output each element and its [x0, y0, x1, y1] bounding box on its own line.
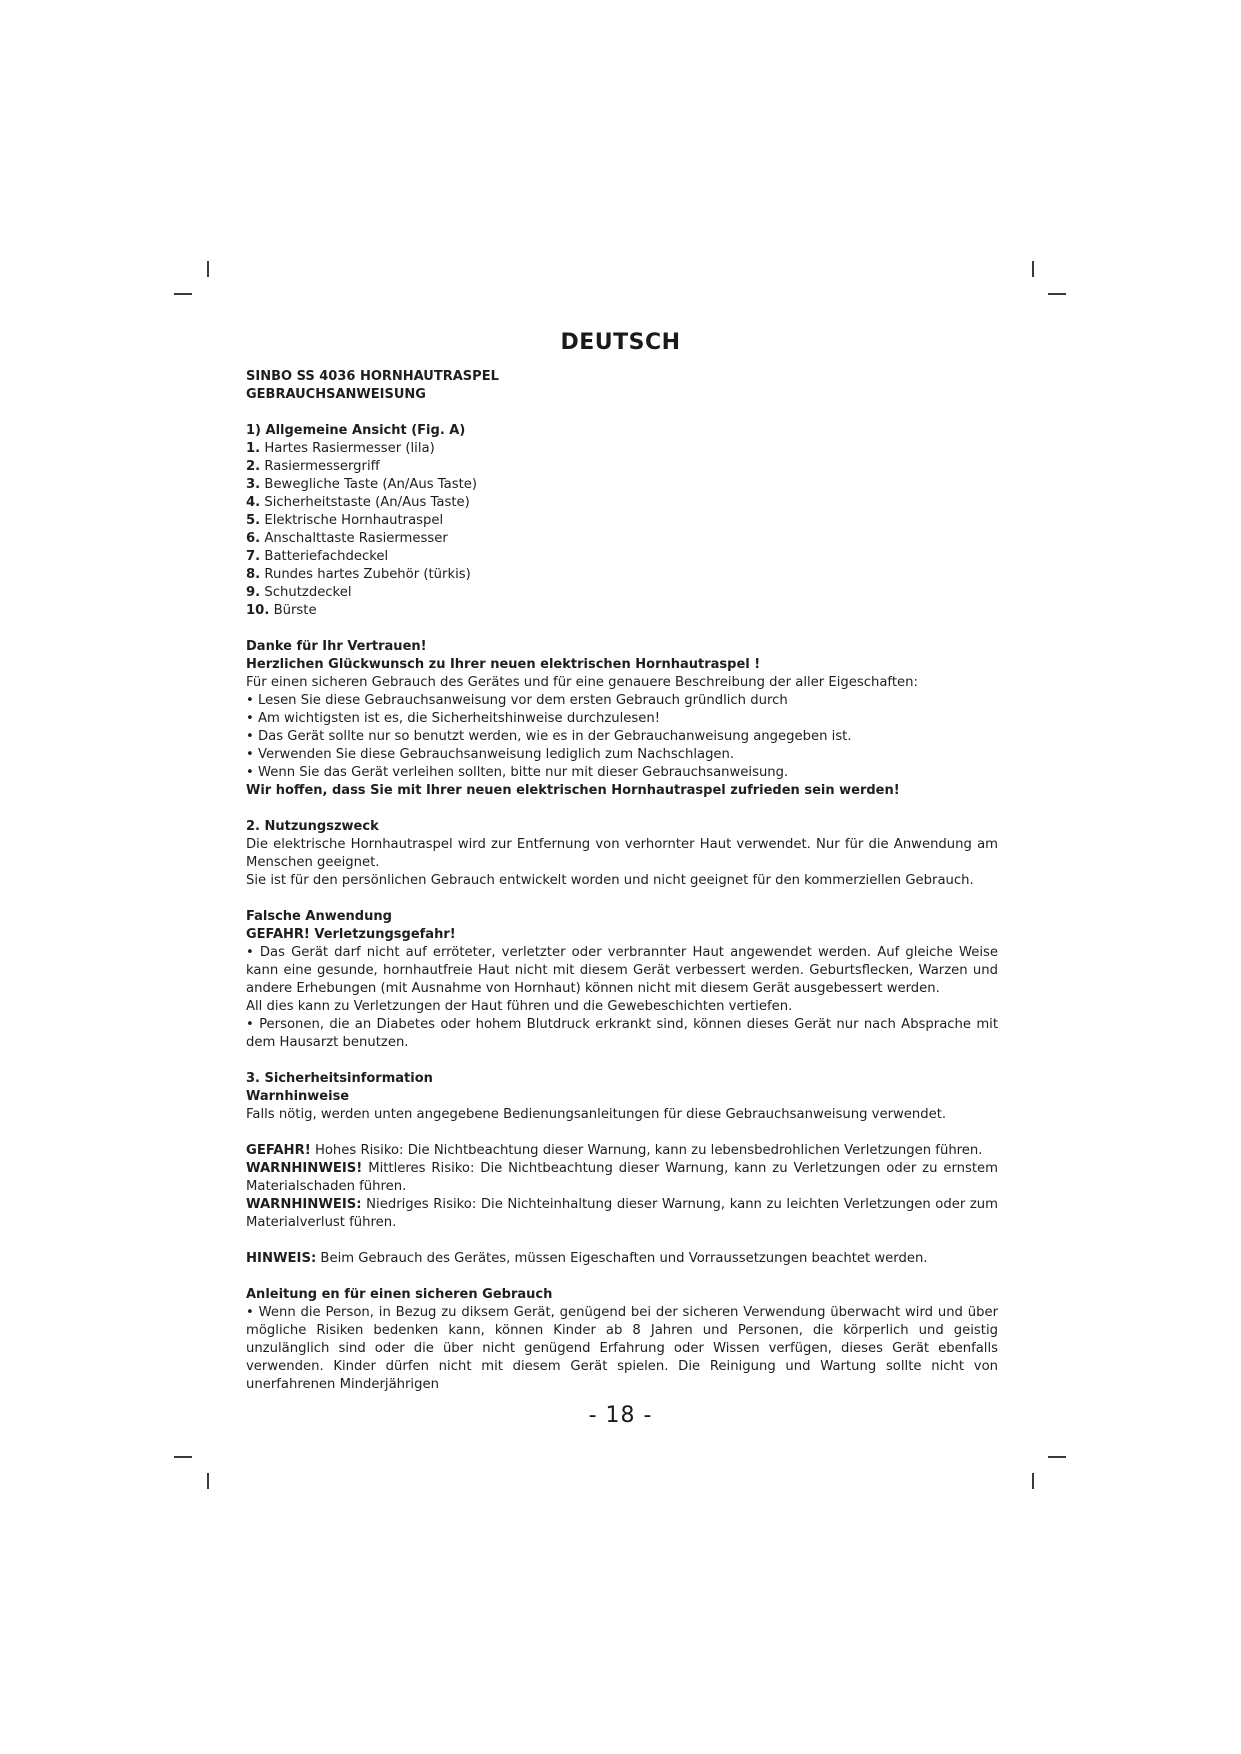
crop-mark-bottom-right-vertical [1032, 1473, 1034, 1489]
misuse-paragraph: • Das Gerät darf nicht auf erröteter, verletzter oder verbrannter Haut angewendet werden. Auf gleiche Weise kann eine gesunde, hornhautfreie Haut nicht mit diesem Gerät verbessert werden. Geburtsflecken, Warzen und andere Erhebungen (mit Ausnahme von Hornhaut) können nicht mit diesem Gerät ausgebessert werden. [246, 945, 998, 996]
warning-item: GEFAHR! Hohes Risiko: Die Nichtbeachtung dieser Warnung, kann zu lebensbedrohlichen Verletzungen führen. [246, 1143, 983, 1158]
crop-mark-bottom-left-vertical [207, 1473, 209, 1489]
list-item: 6. Anschalttaste Rasiermesser [246, 531, 448, 546]
product-title: SINBO SS 4036 HORNHAUTRASPEL [246, 369, 499, 384]
crop-mark-top-left-vertical [207, 261, 209, 277]
bullet-item: • Wenn Sie das Gerät verleihen sollten, bitte nur mit dieser Gebrauchsanweisung. [246, 765, 789, 780]
list-item: 10. Bürste [246, 603, 317, 618]
list-item: 4. Sicherheitstaste (An/Aus Taste) [246, 495, 470, 510]
misuse-heading: Falsche Anwendung [246, 909, 392, 924]
intro-lead: Für einen sicheren Gebrauch des Gerätes und für eine genauere Beschreibung der aller Eigeschaften: [246, 675, 918, 690]
warning-item: WARNHINWEIS: Niedriges Risiko: Die Nichteinhaltung dieser Warnung, kann zu leichten Verletzungen oder zum Materialverlust führen. [246, 1197, 998, 1230]
crop-mark-bottom-left-horizontal [174, 1456, 192, 1458]
crop-mark-top-left-horizontal [174, 293, 192, 295]
danger-heading: GEFAHR! Verletzungsgefahr! [246, 927, 456, 942]
congrats-heading: Herzlichen Glückwunsch zu Ihrer neuen elektrischen Hornhautraspel ! [246, 657, 761, 672]
section-1-heading: 1) Allgemeine Ansicht (Fig. A) [246, 423, 466, 438]
purpose-paragraph-2: Sie ist für den persönlichen Gebrauch entwickelt worden und nicht geeignet für den kommerziellen Gebrauch. [246, 873, 974, 888]
list-item: 9. Schutzdeckel [246, 585, 352, 600]
list-item: 1. Hartes Rasiermesser (lila) [246, 441, 435, 456]
list-item: 7. Batteriefachdeckel [246, 549, 389, 564]
list-item: 8. Rundes hartes Zubehör (türkis) [246, 567, 471, 582]
warning-item: WARNHINWEIS! Mittleres Risiko: Die Nichtbeachtung dieser Warnung, kann zu Verletzungen oder zu ernstem Materialschaden führen. [246, 1161, 998, 1194]
list-item: 2. Rasiermessergriff [246, 459, 380, 474]
misuse-paragraph-3: • Personen, die an Diabetes oder hohem Blutdruck erkrankt sind, können dieses Gerät nur nach Absprache mit dem Hausarzt benutzen. [246, 1017, 998, 1050]
crop-mark-top-right-horizontal [1048, 293, 1066, 295]
safe-use-heading: Anleitung en für einen sicheren Gebrauch [246, 1287, 553, 1302]
bullet-item: • Lesen Sie diese Gebrauchsanweisung vor dem ersten Gebrauch gründlich durch [246, 693, 788, 708]
purpose-paragraph: Die elektrische Hornhautraspel wird zur Entfernung von verhornter Haut verwendet. Nur für die Anwendung am Menschen geeignet. [246, 837, 998, 870]
closing-statement: Wir hoffen, dass Sie mit Ihrer neuen elektrischen Hornhautraspel zufrieden sein werden! [246, 783, 900, 798]
warnings-intro: Falls nötig, werden unten angegebene Bedienungsanleitungen für diese Gebrauchsanweisung verwendet. [246, 1107, 947, 1122]
crop-mark-bottom-right-horizontal [1048, 1456, 1066, 1458]
note-item: HINWEIS: Beim Gebrauch des Gerätes, müssen Eigeschaften und Vorraussetzungen beachtet werden. [246, 1251, 928, 1266]
section-2-heading: 2. Nutzungszweck [246, 819, 379, 834]
warnings-subheading: Warnhinweise [246, 1089, 350, 1104]
bullet-item: • Am wichtigsten ist es, die Sicherheitshinweise durchzulesen! [246, 711, 661, 726]
safe-use-paragraph: • Wenn die Person, in Bezug zu diksem Gerät, genügend bei der sicheren Verwendung überwacht wird und über mögliche Risiken bedenken kann, können Kinder ab 8 Jahren und Personen, die körperlich und geistig unzulänglich sind oder die über nicht genügend Erfahrung oder Wissen verfügen, dieses Gerät ebenfalls verwenden. Kinder dürfen nicht mit diesem Gerät spielen. Die Reinigung und Wartung sollte nicht von unerfahrenen Minderjährigen [246, 1305, 998, 1392]
list-item: 5. Elektrische Hornhautraspel [246, 513, 444, 528]
bullet-item: • Das Gerät sollte nur so benutzt werden, wie es in der Gebrauchanweisung angegeben ist. [246, 729, 852, 744]
page-number: - 18 - [588, 1403, 653, 1428]
list-item: 3. Bewegliche Taste (An/Aus Taste) [246, 477, 478, 492]
bullet-item: • Verwenden Sie diese Gebrauchsanweisung lediglich zum Nachschlagen. [246, 747, 735, 762]
page-title: DEUTSCH [560, 330, 681, 355]
parts-list [246, 440, 998, 620]
manual-title: GEBRAUCHSANWEISUNG [246, 387, 426, 402]
thanks-heading: Danke für Ihr Vertrauen! [246, 639, 427, 654]
crop-mark-top-right-vertical [1032, 261, 1034, 277]
misuse-paragraph-2: All dies kann zu Verletzungen der Haut führen und die Gewebeschichten vertiefen. [246, 999, 793, 1014]
document-body [246, 368, 998, 1394]
section-3-heading: 3. Sicherheitsinformation [246, 1071, 433, 1086]
